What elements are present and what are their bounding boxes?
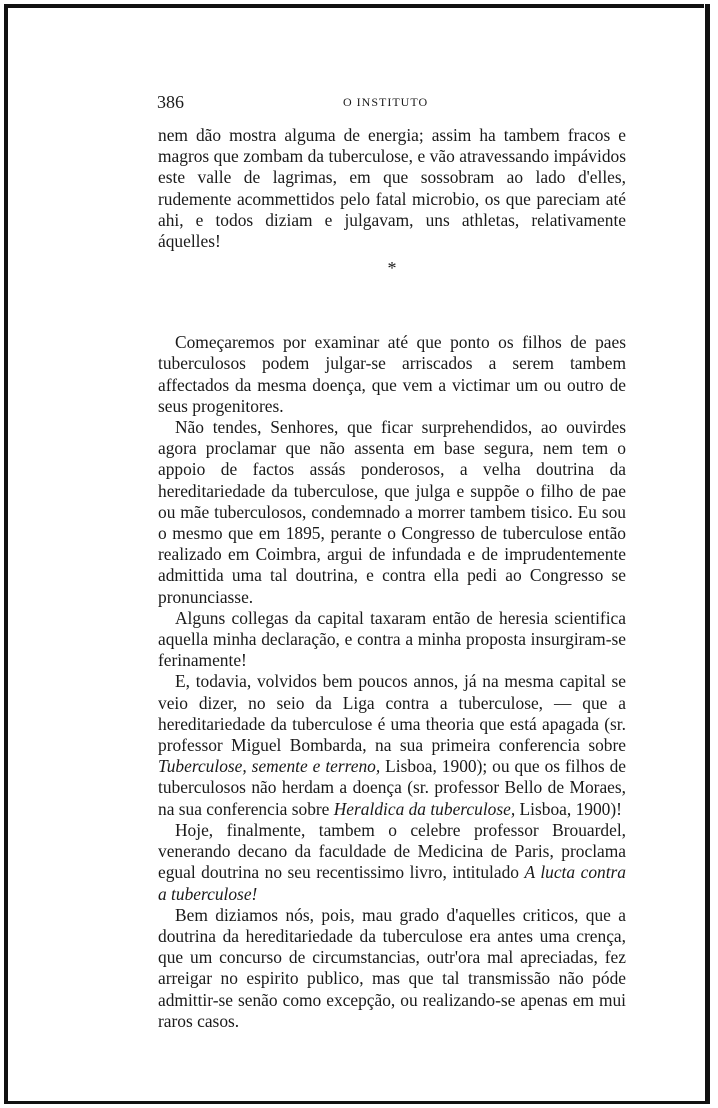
book-title-lucta: A lucta contra a tuberculose!	[158, 862, 627, 904]
paragraph-4: Alguns collegas da capital taxaram então de heresia scientifica aquella minha declaração, e contra a minha proposta insurgiram-se ferinamente!	[158, 607, 626, 671]
book-title-tuberculose-semente: Tuberculose, semente e terreno,	[158, 756, 381, 777]
section-break-asterisk: *	[387, 258, 397, 279]
scan-border-bottom	[4, 1101, 710, 1104]
running-title: O INSTITUTO	[343, 95, 429, 109]
scan-border-top	[8, 4, 704, 8]
paragraph-5	[158, 671, 626, 819]
page-body	[158, 125, 626, 1032]
book-title-heraldica: Heraldica da tuberculose,	[333, 798, 516, 819]
paragraph-5-text-c: Lisboa, 1900)!	[515, 798, 622, 819]
paragraph-6	[158, 820, 626, 905]
paragraph-2: Começaremos por examinar até que ponto os filhos de paes tuberculosos podem julgar-se arriscados a serem tambem affectados da mesma doença, que vem a victimar um ou outro de seus progenitores.	[158, 332, 626, 416]
scan-border-left	[4, 4, 8, 1102]
scan-border-right	[705, 4, 710, 1102]
paragraph-6-text: Hoje, finalmente, tambem o celebre professor Brouardel, venerando decano da faculdade de Medicina de Paris, proclama egual doutrina no seu recentissimo livro, intitulado	[158, 819, 626, 883]
paragraph-7: Bem diziamos nós, pois, mau grado d'aquelles criticos, que a doutrina da hereditariedade da tuberculose era antes uma crença, que um concurso de circumstancias, outr'ora mal apreciadas, fez arreigar no espirito publico, mas que tal transmissão não póde admittir-se senão como excepção, ou realizando-se apenas em mui raros casos.	[158, 904, 626, 1031]
paragraph-3: Não tendes, Senhores, que ficar surprehendidos, ao ouvirdes agora proclamar que não assenta em base segura, nem tem o appoio de factos assás ponderosos, a velha doutrina da hereditariedade da tuberculose, que julga e suppõe o filho de pae ou mãe tuberculosos, condemnado a morrer tambem tisico. Eu sou o mesmo que em 1895, perante o Congresso de tuberculose então realizado em Coimbra, argui de infundada e de imprudentemente admittida uma tal doutrina, e contra ella pedi ao Congresso se pronunciasse.	[158, 417, 626, 607]
paragraph-5-text-b: Lisboa, 1900); ou que os filhos de tuberculosos não herdam a doença (sr. professor Bello de Moraes, na sua conferencia sobre	[158, 756, 626, 819]
paragraph-5-text-a: E, todavia, volvidos bem poucos annos, já na mesma capital se veio dizer, no seio da Liga contra a tuberculose, — que a hereditariedade da tuberculose é uma theoria que está apagada (sr. professor Miguel Bombarda, na sua primeira conferencia sobre	[158, 671, 626, 756]
paragraph-1: nem dão mostra alguma de energia; assim ha tambem fracos e magros que zombam da tuberculose, e vão atravessando impávidos este valle de lagrimas, em que sossobram ao lado d'elles, rudemente acommettidos pelo fatal microbio, os que pareciam até ahi, e todos diziam e julgavam, uns athletas, relativamente áquelles!	[158, 125, 626, 252]
page-number: 386	[157, 92, 184, 112]
